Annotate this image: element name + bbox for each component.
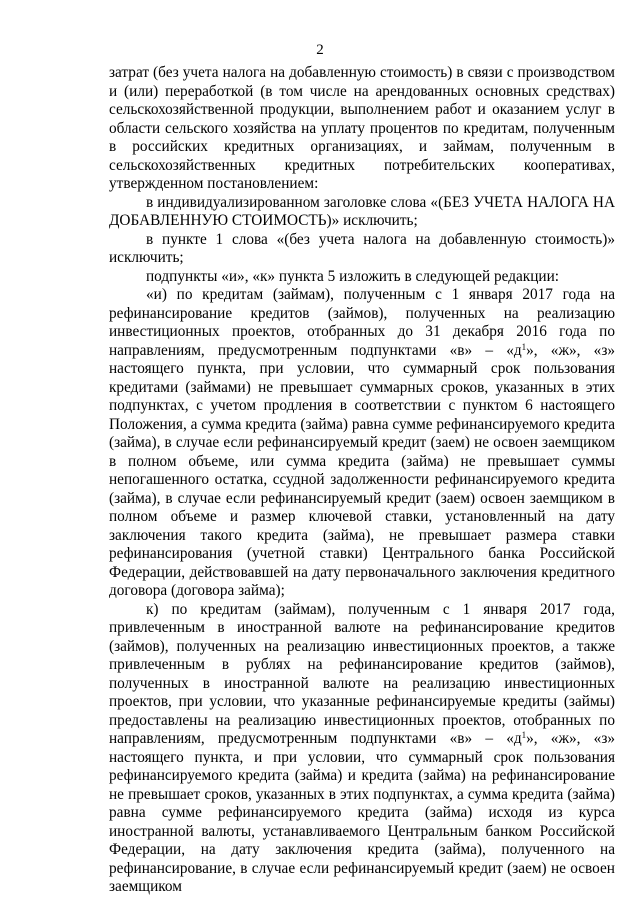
subpoint-k-text-part1: к) по кредитам (займам), полученным с 1 января 2017 года, привлеченным в иностранной валюте на рефинансирование кредитов (займов), полученных на реализацию инвестиционных проектов, а также привлеченным в рублях на рефинансирование кредитов (займов), полученных в иностранной валюте на реализацию инвестиционных проектов, при условии, что указанные рефинансируемые кредиты (займы) предоставлены на реализацию инвестиционных проектов, отобранных по направлениям, предусмотренным подпунктами «в» – «д [109, 600, 615, 747]
superscript: 1 [521, 341, 527, 352]
paragraph-subpoints-intro: подпункты «и», «к» пункта 5 изложить в следующей редакции: [146, 267, 560, 285]
subpoint-k-text-part2: », «ж», «з» настоящего пункта, и при условии, что суммарный срок пользования рефинансируемого кредита (займа) и кредита (займа) на рефинансирование не превышает сроков, указанных в этих подпунктах, а сумма кредита (займа) равна сумме рефинансируемого кредита (займа) исходя из курса иностранной валюты, устанавливаемого Центральным банком Российской Федерации, на дату заключения кредита (займа), полученного на рефинансирование, в случае если рефинансируемый кредит (заем) не освоен заемщиком [109, 730, 616, 895]
subpoint-i-text-part1: «и) по кредитам (займам), полученным с 1 января 2017 года на рефинансирование кредитов (займов), полученных на реализацию инвестиционных проектов, отобранных до 31 декабря 2016 года по направлениям, предусмотренным подпунктами «в» – «д [109, 286, 615, 359]
paragraph-heading-amendment: в индивидуализированном заголовке слова «(БЕЗ УЧЕТА НАЛОГА НА ДОБАВЛЕННУЮ СТОИМОСТЬ)» исключить; [109, 193, 615, 229]
paragraph-continuation: затрат (без учета налога на добавленную стоимость) в связи с производством и (или) переработкой (в том числе на арендованных основных средствах) сельскохозяйственной продукции, выполнением работ и оказанием услуг в области сельского хозяйства на уплату процентов по кредитам, полученным в российских кредитных организациях, и займам, полученным в сельскохозяйственных кредитных потребительских кооперативах, утвержденном постановлением: [109, 64, 615, 192]
paragraph-subpoint-k [109, 601, 615, 897]
paragraph-point-1-amendment: в пункте 1 слова «(без учета налога на добавленную стоимость)» исключить; [109, 230, 615, 266]
superscript: 1 [521, 730, 527, 740]
document-body [109, 64, 615, 897]
page-number: 2 [316, 42, 324, 58]
paragraph-subpoint-i [109, 286, 615, 601]
subpoint-i-text-part2: », «ж», «з» настоящего пункта, при условии, что суммарный срок пользования кредитами (займами) не превышает суммарных сроков, указанных в этих подпунктах, с учетом продления в соответствии с пунктом 6 настоящего Положения, а сумма кредита (займа) равна сумме рефинансируемого кредита (займа), в случае если рефинансируемый кредит (заем) не освоен заемщиком в полном объеме, или сумма кредита (займа) не превышает суммы непогашенного остатка, ссудной задолженности рефинансируемого кредита (займа), в случае если рефинансируемый кредит (заем) освоен заемщиком в полном объеме и размер ключевой ставки, установленный на дату заключения такого кредита (займа), не превышает размера ставки рефинансирования (учетной ставки) Центрального банка Российской Федерации, действовавшей на дату первоначального заключения кредитного договора (договора займа); [109, 341, 616, 599]
